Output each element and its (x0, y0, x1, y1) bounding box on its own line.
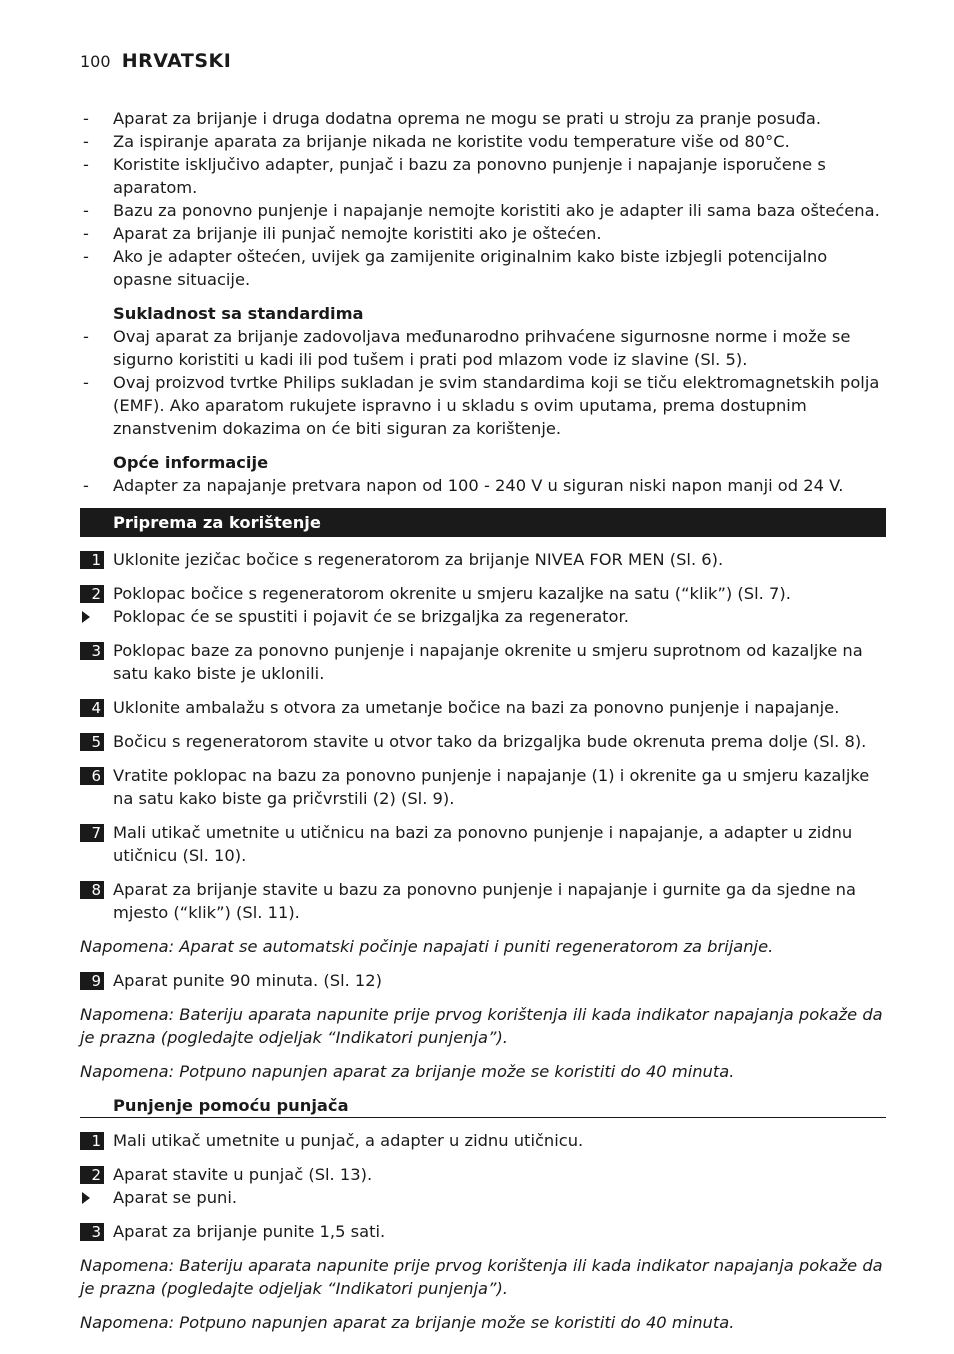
step-number: 8 (80, 881, 104, 899)
list-item: - Aparat za brijanje ili punjač nemojte koristiti ako je oštećen. (80, 222, 886, 245)
page-header (80, 48, 886, 74)
step-item (80, 582, 886, 605)
list-item: - Koristite isključivo adapter, punjač i bazu za ponovno punjenje i napajanje isporučene s aparatom. (80, 153, 886, 199)
step-item (80, 969, 886, 992)
step-text: Bočicu s regeneratorom stavite u otvor tako da brizgaljka bude okrenuta prema dolje (Sl. 8). (113, 732, 867, 751)
step-text: Aparat za brijanje punite 1,5 sati. (113, 1222, 386, 1241)
step-text: Uklonite ambalažu s otvora za umetanje bočice na bazi za ponovno punjenje i napajanje. (113, 698, 840, 717)
step-item (80, 696, 886, 719)
step-number: 7 (80, 824, 104, 842)
step-number: 6 (80, 767, 104, 785)
note-text: Napomena: Potpuno napunjen aparat za brijanje može se koristiti do 40 minuta. (80, 1313, 735, 1332)
warning-list (80, 107, 886, 291)
section-heading-preparation: Priprema za korištenje (80, 508, 886, 537)
step-number: 1 (80, 1132, 104, 1150)
step-number: 3 (80, 1223, 104, 1241)
page-number: 100 (80, 52, 111, 71)
step-text: Aparat punite 90 minuta. (Sl. 12) (113, 971, 383, 990)
compliance-heading: Sukladnost sa standardima (113, 304, 364, 323)
list-item: - Ovaj aparat za brijanje zadovoljava međunarodno prihvaćene sigurnosne norme i može se sigurno koristiti u kadi ili pod tušem i prati pod mlazom vode iz slavine (Sl. 5). (80, 325, 886, 371)
step-text: Mali utikač umetnite u utičnicu na bazi za ponovno punjenje i napajanje, a adapter u zidnu utičnicu (Sl. 10). (113, 823, 853, 865)
step-number: 9 (80, 972, 104, 990)
list-item: - Bazu za ponovno punjenje i napajanje nemojte koristiti ako je adapter ili sama baza oštećena. (80, 199, 886, 222)
step-item (80, 1163, 886, 1186)
step-item (80, 878, 886, 924)
step-number: 3 (80, 642, 104, 660)
step-number: 4 (80, 699, 104, 717)
list-item: - Za ispiranje aparata za brijanje nikada ne koristite vodu temperature više od 80°C. (80, 130, 886, 153)
step-text: Aparat za brijanje stavite u bazu za ponovno punjenje i napajanje i gurnite ga da sjedne na mjesto (“klik”) (Sl. 11). (113, 880, 856, 922)
language-title: HRVATSKI (121, 50, 232, 72)
step-item (80, 1129, 886, 1152)
note-text: Napomena: Aparat se automatski počinje napajati i puniti regeneratorom za brijanje. (80, 937, 774, 956)
step-item (80, 548, 886, 571)
list-item: - Ako je adapter oštećen, uvijek ga zamijenite originalnim kako biste izbjegli potencijalno opasne situacije. (80, 245, 886, 291)
step-text: Mali utikač umetnite u punjač, a adapter u zidnu utičnicu. (113, 1131, 584, 1150)
note-text: Napomena: Bateriju aparata napunite prije prvog korištenja ili kada indikator napajanja pokaže da je prazna (pogledajte odjeljak “Indikatori punjenja”). (80, 1005, 883, 1047)
step-item (80, 730, 886, 753)
step-text: Vratite poklopac na bazu za ponovno punjenje i napajanje (1) i okrenite ga u smjeru kazaljke na satu kako biste ga pričvrstili (2) (Sl. 9). (113, 766, 870, 808)
manual-page (80, 48, 886, 1334)
step-number: 1 (80, 551, 104, 569)
step-item (80, 764, 886, 810)
list-item: - Adapter za napajanje pretvara napon od 100 - 240 V u siguran niski napon manji od 24 V. (80, 474, 886, 497)
note-text: Napomena: Potpuno napunjen aparat za brijanje može se koristiti do 40 minuta. (80, 1062, 735, 1081)
step-text: Uklonite jezičac bočice s regeneratorom za brijanje NIVEA FOR MEN (Sl. 6). (113, 550, 724, 569)
list-item: - Ovaj proizvod tvrtke Philips sukladan je svim standardima koji se tiču elektromagnetskih polja (EMF). Ako aparatom rukujete ispravno i u skladu s ovim uputama, prema dostupnim znanstvenim dokazima on će biti siguran za korištenje. (80, 371, 886, 440)
list-item: - Aparat za brijanje i druga dodatna oprema ne mogu se prati u stroju za pranje posuđa. (80, 107, 886, 130)
general-info-heading: Opće informacije (113, 453, 269, 472)
step-item (80, 639, 886, 685)
step-result: Poklopac će se spustiti i pojavit će se brizgaljka za regenerator. (80, 605, 886, 628)
section-heading-charger: Punjenje pomoću punjača (80, 1094, 886, 1118)
step-text: Aparat stavite u punjač (Sl. 13). (113, 1165, 373, 1184)
step-text: Poklopac bočice s regeneratorom okrenite u smjeru kazaljke na satu (“klik”) (Sl. 7). (113, 584, 791, 603)
step-number: 2 (80, 585, 104, 603)
step-text: Poklopac baze za ponovno punjenje i napajanje okrenite u smjeru suprotnom od kazaljke na satu kako biste je uklonili. (113, 641, 863, 683)
step-item (80, 1220, 886, 1243)
note-text: Napomena: Bateriju aparata napunite prije prvog korištenja ili kada indikator napajanja pokaže da je prazna (pogledajte odjeljak “Indikatori punjenja”). (80, 1256, 883, 1298)
step-number: 5 (80, 733, 104, 751)
step-item (80, 821, 886, 867)
step-result: Aparat se puni. (80, 1186, 886, 1209)
step-number: 2 (80, 1166, 104, 1184)
